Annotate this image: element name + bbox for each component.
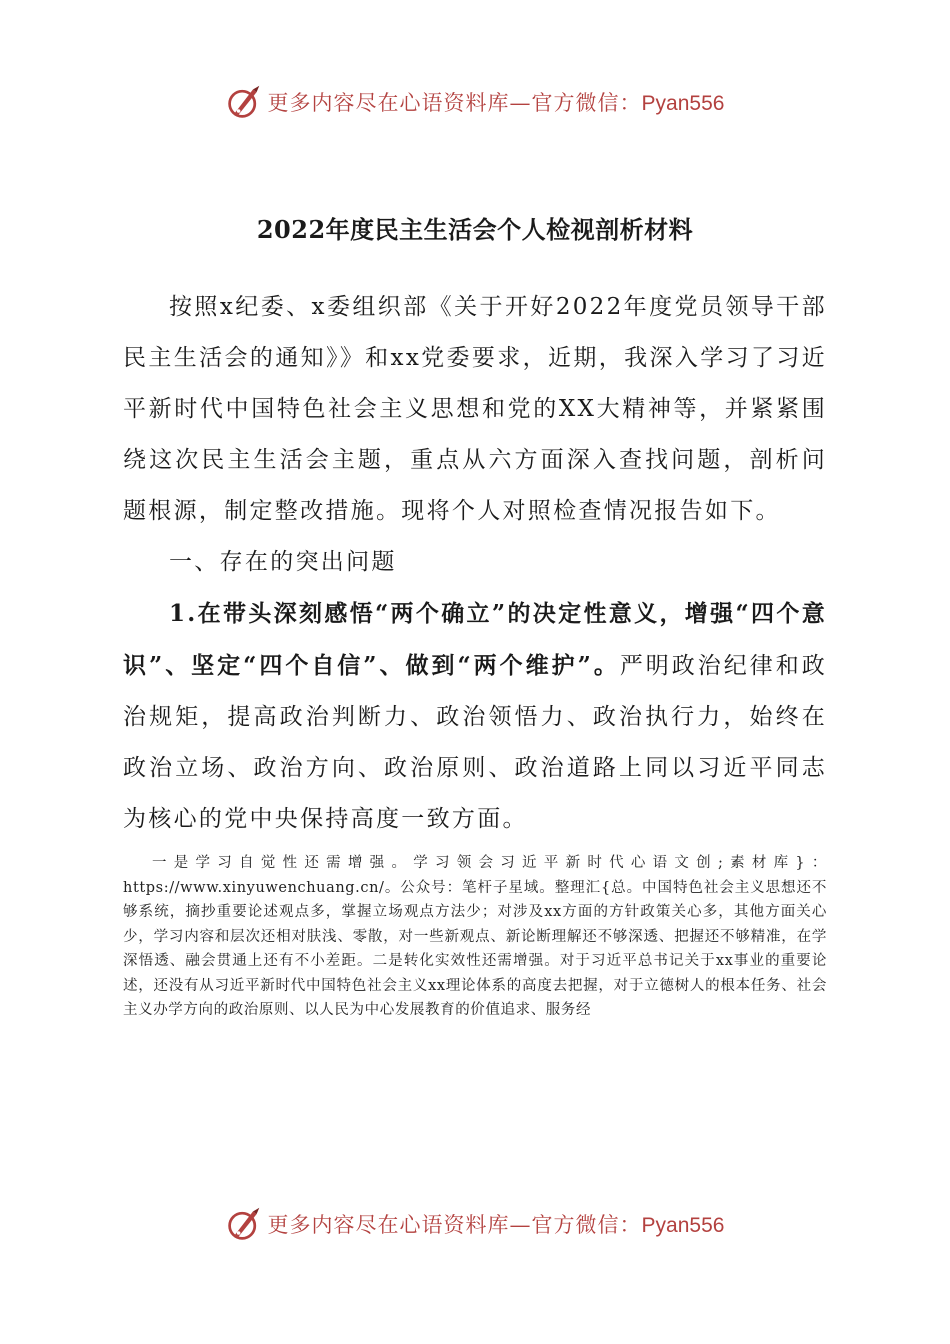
wechat-id: Pyan556	[641, 92, 725, 115]
document-title: 2022年度民主生活会个人检视剖析材料	[256, 215, 694, 244]
wechat-id: Pyan556	[641, 1214, 725, 1237]
item-1-text: 严明政治纪律和政治规矩，提高政治判断力、政治领悟力、政治执行力，始终在政治立场、政治方向、政治原则、政治道路上同以习近平同志为核心的党中央保持高度一致方面。	[123, 653, 827, 832]
quill-pen-logo-icon	[226, 1206, 262, 1242]
footer-banner	[0, 1206, 950, 1242]
document-body	[123, 282, 827, 1023]
quill-pen-logo-icon	[226, 84, 262, 120]
item-1-lead: 1.在带头深刻感悟“两个确立”的决定性意义，增强“四个意识”、坚定“四个自信”、做到“两个维护”。	[123, 600, 827, 679]
intro-paragraph: 按照x纪委、x委组织部《关于开好2022年度党员领导干部民主生活会的通知》》和xx党委要求，近期，我深入学习了习近平新时代中国特色社会主义思想和党的XX大精神等，并紧紧围绕这次民主生活会主题，重点从六方面深入查找问题，剖析问题根源，制定整改措施。现将个人对照检查情况报告如下。	[123, 294, 827, 524]
item-1-paragraph	[123, 588, 827, 845]
section-heading: 一、存在的突出问题	[169, 549, 397, 575]
banner-text: 更多内容尽在心语资料库—官方微信：Pyan556	[267, 91, 725, 115]
header-banner	[0, 84, 950, 120]
detail-paragraph: 一是学习自觉性还需增强。学习领会习近平新时代心语文创;素材库}：https://www.xinyuwenchuang.cn/。公众号：笔杆子星域。整理汇{总。中国特色社会主义思想还不够系统，摘抄重要论述观点多，掌握立场观点方法少；对涉及xx方面的方针政策关心多，其他方面关心少，学习内容和层次还相对肤浅、零散，对一些新观点、新论断理解还不够深透、把握还不够精准，在学深悟透、融会贯通上还有不小差距。二是转化实效性还需增强。对于习近平总书记关于xx事业的重要论述，还没有从习近平新时代中国特色社会主义xx理论体系的高度去把握，对于立德树人的根本任务、社会主义办学方向的政治原则、以人民为中心发展教育的价值追求、服务经	[123, 855, 827, 1018]
banner-text: 更多内容尽在心语资料库—官方微信：Pyan556	[267, 1213, 725, 1237]
